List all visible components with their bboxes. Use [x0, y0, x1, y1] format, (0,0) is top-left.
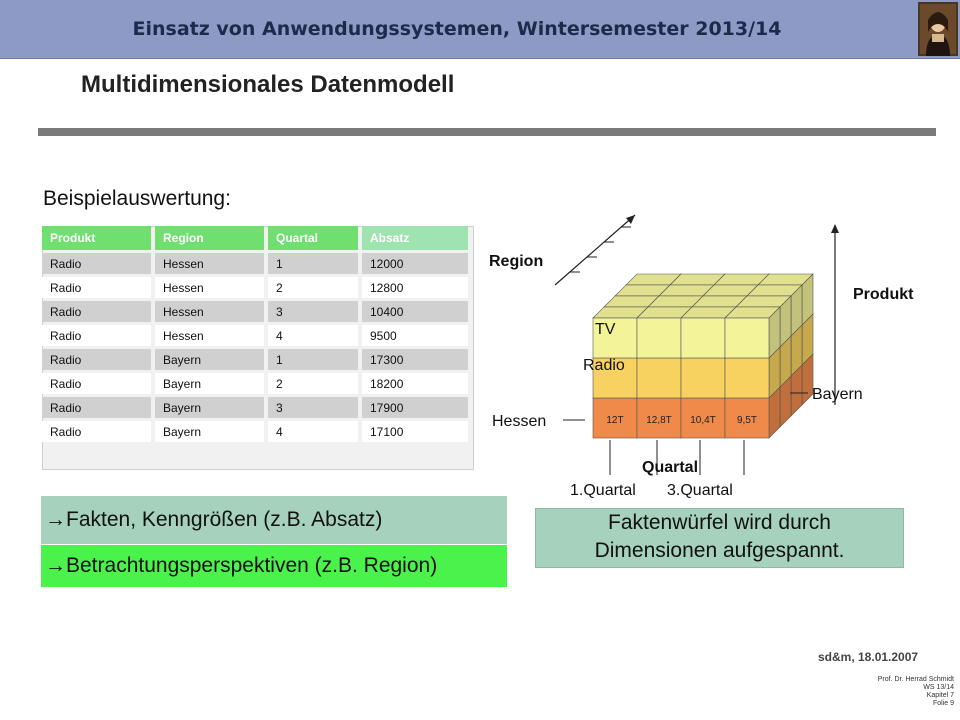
cell-produkt: Radio: [42, 277, 151, 298]
cube-face-front: [637, 318, 681, 358]
slide-title: Multidimensionales Datenmodell: [81, 71, 455, 98]
header-bar: [0, 0, 960, 59]
cell-produkt: Radio: [42, 373, 151, 394]
cell-region: Bayern: [155, 421, 264, 442]
cell-absatz: 12000: [362, 253, 468, 274]
label-q1: 1.Quartal: [570, 482, 636, 499]
footer-chapter: Kapitel 7: [926, 692, 954, 699]
cube-face-front: [681, 358, 725, 398]
cell-produkt: Radio: [42, 397, 151, 418]
cell-absatz: 9500: [362, 325, 468, 346]
source-note: sd&m, 18.01.2007: [818, 650, 919, 664]
cell-region: Hessen: [155, 277, 264, 298]
header-title: Einsatz von Anwendungssystemen, Wintersemester 2013/14: [132, 18, 782, 40]
perspectives-text: Betrachtungsperspektiven (z.B. Region): [66, 554, 438, 577]
table-row: [42, 277, 468, 298]
cell-produkt: Radio: [42, 349, 151, 370]
facts-box: [41, 496, 507, 544]
region-axis: [555, 215, 635, 285]
cell-region: Hessen: [155, 253, 264, 274]
arrow-right-icon: →: [45, 554, 66, 577]
cube-diagram: [480, 200, 940, 510]
perspectives-box: [41, 545, 507, 587]
cube-face-front: [725, 358, 769, 398]
cell-produkt: Radio: [42, 301, 151, 322]
footer-slide: Folie 9: [932, 700, 954, 707]
header-region: Region: [155, 226, 264, 250]
cube-caption-line1: Faktenwürfel wird durch: [608, 511, 831, 534]
cell-quartal: 4: [268, 421, 358, 442]
subtitle: Beispielauswertung:: [43, 187, 231, 210]
footer-author: Prof. Dr. Herrad Schmidt: [877, 676, 954, 683]
cell-absatz: 12800: [362, 277, 468, 298]
region-axis-arrowhead: [626, 215, 635, 224]
cell-quartal: 3: [268, 301, 358, 322]
label-radio: Radio: [583, 357, 625, 374]
label-bayern: Bayern: [812, 386, 863, 403]
title-divider: [38, 128, 936, 136]
cube-cell-value: 9,5T: [736, 415, 758, 426]
footer-semester: WS 13/14: [923, 684, 954, 691]
cube-cell-value: 12T: [606, 415, 624, 426]
cell-produkt: Radio: [42, 421, 151, 442]
cell-region: Hessen: [155, 301, 264, 322]
cell-region: Bayern: [155, 373, 264, 394]
header-quartal: Quartal: [268, 226, 358, 250]
cell-absatz: 17100: [362, 421, 468, 442]
table-row: [42, 253, 468, 274]
cell-absatz: 17900: [362, 397, 468, 418]
cell-region: Hessen: [155, 325, 264, 346]
header-absatz: Absatz: [362, 226, 468, 250]
cell-quartal: 4: [268, 325, 358, 346]
cell-quartal: 1: [268, 253, 358, 274]
cell-quartal: 1: [268, 349, 358, 370]
label-region: Region: [489, 253, 544, 270]
cube-face-front: [637, 358, 681, 398]
cell-produkt: Radio: [42, 253, 151, 274]
cell-quartal: 3: [268, 397, 358, 418]
cell-absatz: 18200: [362, 373, 468, 394]
facts-text: Fakten, Kenngrößen (z.B. Absatz): [66, 508, 383, 531]
cell-quartal: 2: [268, 277, 358, 298]
footer-info: [844, 676, 954, 708]
cube-caption-line2: Dimensionen aufgespannt.: [594, 539, 845, 562]
table-row: [42, 301, 468, 322]
cube-face-front: [725, 318, 769, 358]
produkt-axis-arrowhead: [831, 224, 839, 233]
cube-cell-value: 10,4T: [690, 415, 716, 426]
cube-cell-value: 12,8T: [646, 415, 672, 426]
cell-region: Bayern: [155, 349, 264, 370]
data-table: [38, 223, 472, 445]
label-q3: 3.Quartal: [667, 482, 733, 499]
cell-absatz: 17300: [362, 349, 468, 370]
cell-produkt: Radio: [42, 325, 151, 346]
label-hessen: Hessen: [492, 413, 547, 430]
cube-face-front: [681, 318, 725, 358]
cube-caption-box: [535, 508, 904, 568]
table-row: [42, 421, 468, 442]
table-row: [42, 325, 468, 346]
cell-quartal: 2: [268, 373, 358, 394]
label-produkt: Produkt: [853, 286, 914, 303]
table-row: [42, 397, 468, 418]
arrow-right-icon: →: [45, 508, 66, 531]
header-produkt: Produkt: [42, 226, 151, 250]
cell-region: Bayern: [155, 397, 264, 418]
label-quartal: Quartal: [642, 459, 699, 476]
table-row: [42, 349, 468, 370]
cell-absatz: 10400: [362, 301, 468, 322]
table-header-row: [42, 226, 468, 250]
label-tv: TV: [595, 321, 616, 338]
table-row: [42, 373, 468, 394]
portrait-image: [918, 2, 958, 56]
